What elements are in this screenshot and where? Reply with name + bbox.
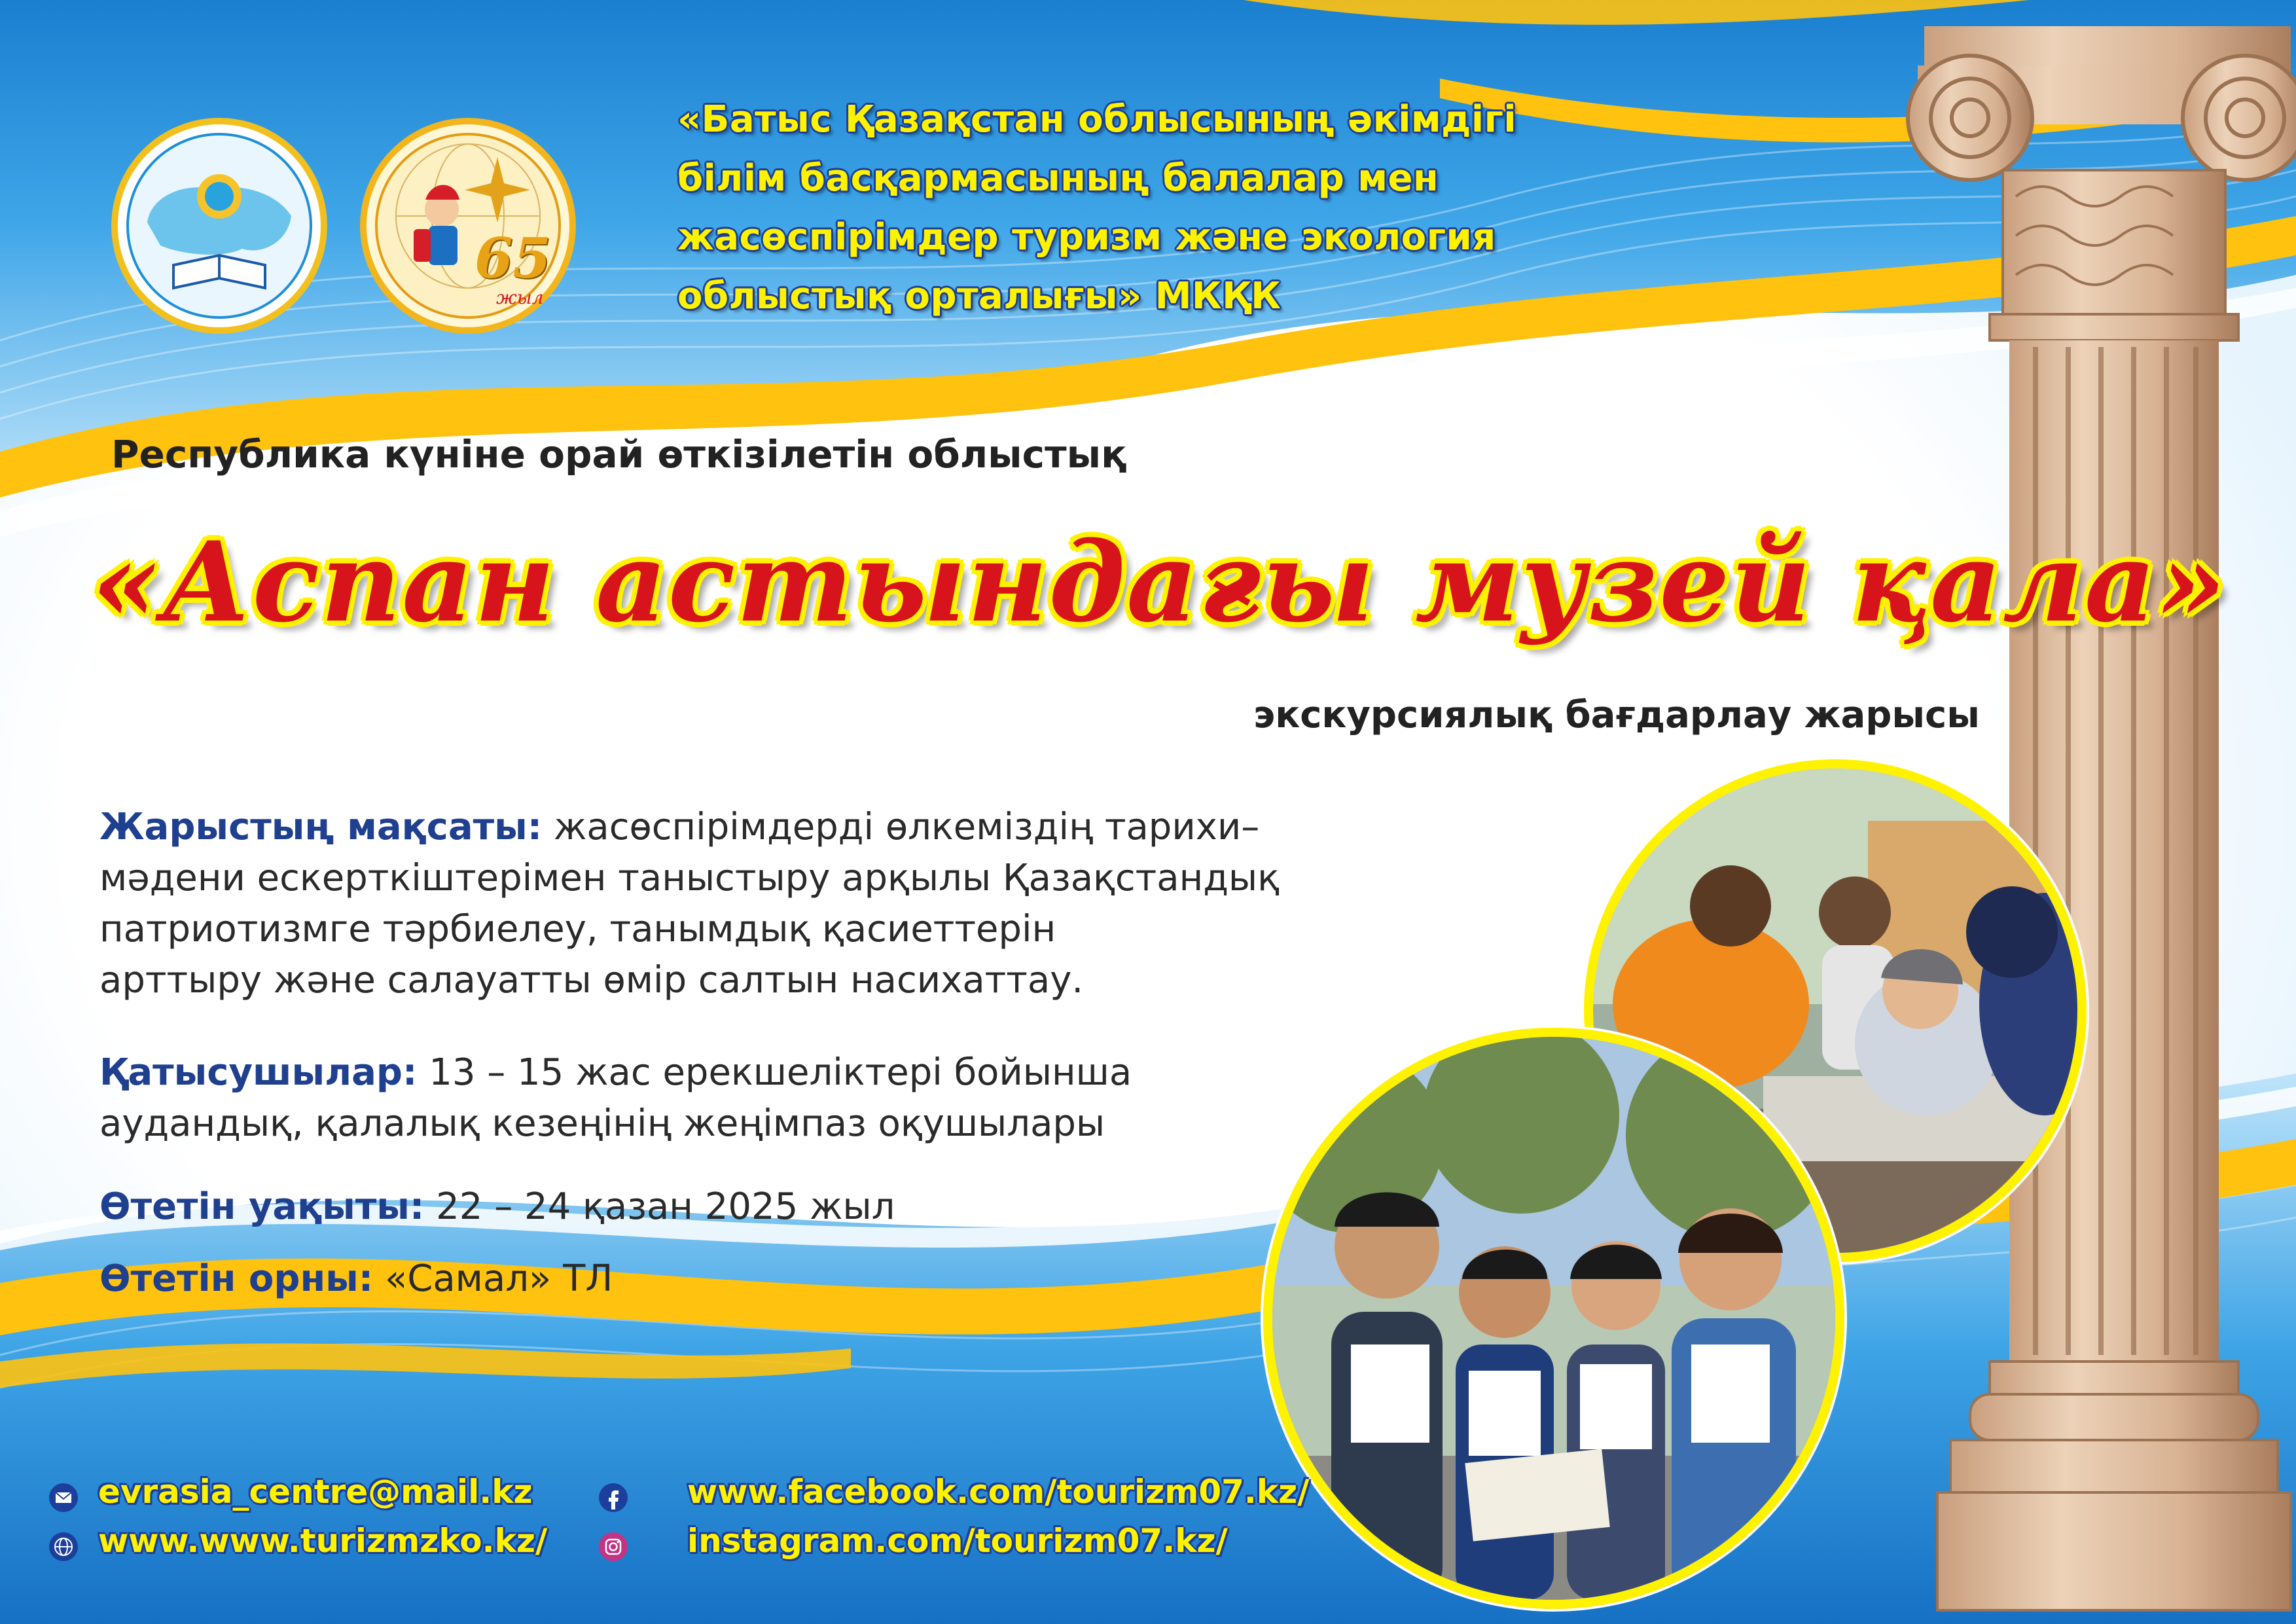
time-value: 22 – 24 қазан 2025 жыл	[424, 1185, 895, 1228]
goal-text-2: мәдени ескерткіштерімен таныстыру арқылы Қазақстандық	[99, 857, 1280, 899]
event-title: «Аспан астындағы музей қала»	[92, 517, 2227, 647]
goal-text-1: жасөспірімдерді өлкеміздің тарихи–	[542, 806, 1260, 848]
mail-icon	[48, 1483, 79, 1513]
email-link[interactable]: evrasia_centre@mail.kz	[98, 1473, 533, 1511]
education-emblem-icon	[111, 118, 327, 334]
place-line	[99, 1254, 613, 1305]
goal-label: Жарыстың мақсаты:	[99, 806, 543, 848]
place-label: Өтетін орны:	[99, 1257, 374, 1300]
organization-line-4: облыстық орталығы» МКҚК	[677, 275, 1282, 317]
goal-text-3: патриотизмге тәрбиелеу, танымдық қасиеттерін	[99, 908, 1056, 950]
facebook-icon	[598, 1483, 628, 1513]
participants-line-1	[99, 1047, 1132, 1098]
participants-text-2: аудандық, қалалық кезеңінің жеңімпаз оқушылары	[99, 1102, 1105, 1145]
event-occasion: Республика күніне орай өткізілетін облыстық	[111, 432, 1127, 477]
event-subtitle: экскурсиялық бағдарлау жарысы	[1253, 694, 1980, 736]
place-value: «Самал» ТЛ	[373, 1257, 613, 1300]
goal-text-4: арттыру және салауатты өмір салтын насихаттау.	[99, 959, 1084, 1001]
organization-line-2: білім басқармасының балалар мен	[677, 157, 1439, 200]
tourism-centre-65-icon	[360, 118, 576, 334]
photo-bottom	[1263, 1028, 1844, 1609]
globe-icon	[48, 1532, 79, 1562]
participants-text-1: 13 – 15 жас ерекшеліктері бойынша	[417, 1051, 1132, 1094]
logo-65-number: 65	[475, 226, 551, 291]
organization-line-1: «Батыс Қазақстан облысының әкімдігі	[677, 98, 1517, 141]
instagram-icon	[598, 1532, 628, 1562]
time-label: Өтетін уақыты:	[99, 1185, 425, 1228]
time-line	[99, 1182, 895, 1233]
facebook-link[interactable]: www.facebook.com/tourizm07.kz/	[687, 1473, 1310, 1511]
participants-label: Қатысушылар:	[99, 1051, 418, 1094]
goal-line-1	[99, 802, 1259, 853]
organization-line-3: жасөспірімдер туризм және экология	[677, 216, 1496, 259]
logo-65-subtext: жыл	[496, 287, 544, 308]
instagram-link[interactable]: instagram.com/tourizm07.kz/	[687, 1522, 1228, 1560]
website-link[interactable]: www.www.turizmzko.kz/	[98, 1522, 548, 1560]
